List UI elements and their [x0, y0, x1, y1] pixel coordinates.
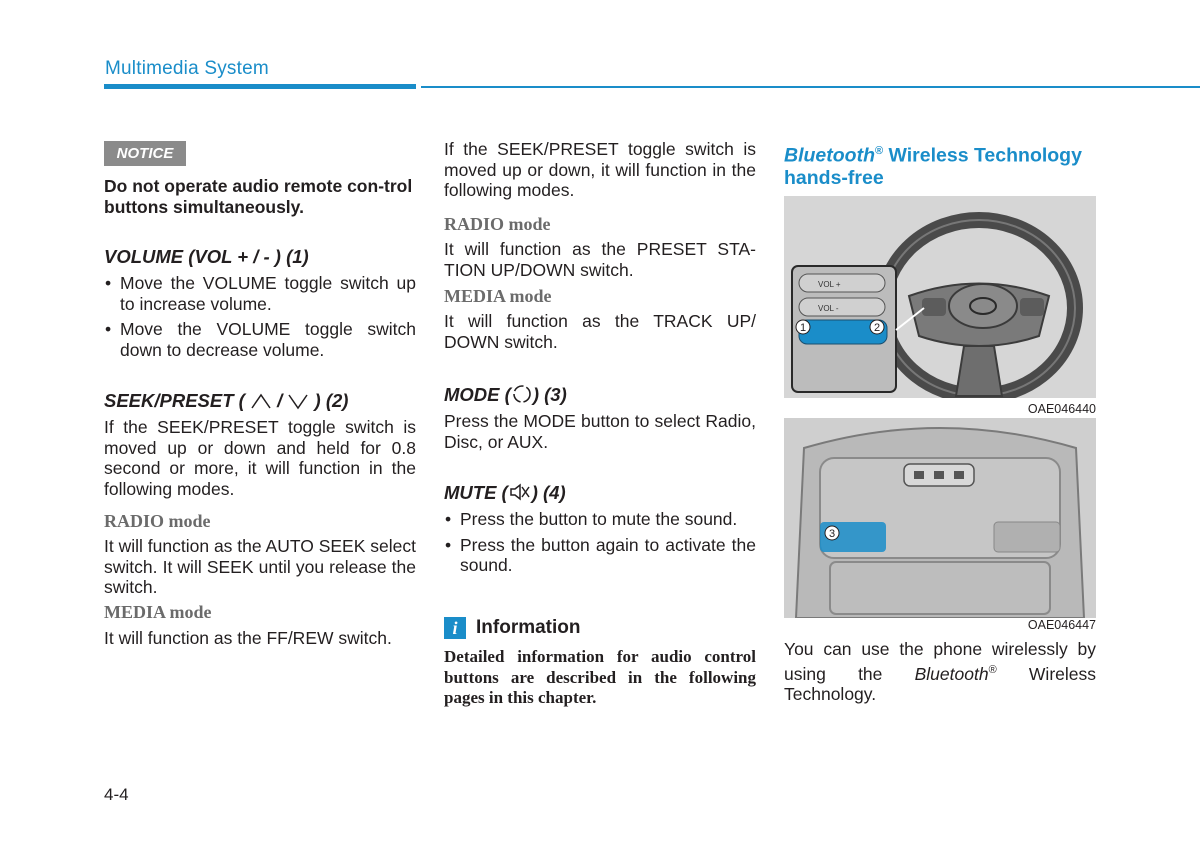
seek-heading-sep: / [277, 390, 283, 411]
callout-1: 1 [799, 322, 807, 334]
information-title: Information [476, 617, 581, 638]
bluetooth-heading [784, 140, 1096, 189]
bluetooth-body-prefix: You can use the phone wirelessly by using the [784, 639, 1096, 684]
vol-minus-label: VOL - [818, 304, 839, 313]
list-item: • Press the button to mute the sound. [444, 509, 756, 530]
notice-text: Do not operate audio remote con-trol buttons simultaneously. [104, 176, 413, 217]
mute-bullet-list [444, 509, 756, 581]
media-mode-text: It will function as the FF/REW switch. [104, 628, 392, 648]
header-bar-thin [421, 86, 1200, 88]
seek-heading-suffix: ) (2) [314, 390, 349, 411]
media-mode-label: MEDIA mode [104, 602, 212, 622]
mode-heading [444, 384, 756, 406]
overhead-console-illustration [784, 418, 1096, 618]
volume-heading: VOLUME (VOL + / - ) (1) [104, 246, 309, 267]
bluetooth-heading-line2: hands-free [784, 166, 884, 189]
seek-heading-prefix: SEEK/PRESET ( [104, 390, 245, 411]
mute-heading-suffix: ) (4) [531, 482, 566, 503]
chevron-up-icon [250, 392, 272, 410]
page-number: 4-4 [104, 785, 129, 804]
information-heading [444, 616, 756, 640]
steering-wheel-figure [784, 196, 1096, 398]
notice-badge: NOTICE [104, 141, 186, 166]
list-item: • Press the button again to activate the sound. [444, 535, 756, 576]
information-text: Detailed information for audio control buttons are described in the following pages in this chapter. [444, 647, 756, 707]
mute-heading-prefix: MUTE ( [444, 482, 508, 503]
callout-2: 2 [873, 322, 881, 334]
bluetooth-body-text [784, 639, 1096, 704]
radio-mode-text: It will function as the AUTO SEEK select switch. It will SEEK until you release the switch. [104, 536, 416, 597]
list-item: • Move the VOLUME toggle switch up to increase volume. [104, 273, 416, 314]
vol-plus-label: VOL + [818, 280, 841, 289]
volume-bullet-list [104, 273, 416, 365]
bluetooth-word: Bluetooth [784, 144, 875, 167]
registered-mark: ® [874, 145, 884, 157]
callout-3: 3 [828, 528, 836, 540]
header-bar-thick [104, 84, 416, 89]
mode-cycle-icon [511, 384, 533, 404]
radio-mode-label: RADIO mode [104, 511, 211, 531]
mode-heading-prefix: MODE ( [444, 384, 511, 405]
bluetooth-body-word: Bluetooth [914, 663, 989, 684]
radio-mode-label: RADIO mode [444, 214, 551, 234]
mute-heading [444, 482, 756, 504]
figure2-code: OAE046447 [1027, 618, 1096, 632]
seek-description: If the SEEK/PRESET toggle switch is moved up or down and held for 0.8 second or more, it will function in the following modes. [104, 417, 416, 499]
registered-mark: ® [988, 663, 997, 676]
seek-heading [104, 390, 416, 412]
section-title: Multimedia System [105, 58, 269, 79]
figure1-code: OAE046440 [1027, 402, 1096, 416]
bluetooth-heading-rest: Wireless Technology [883, 144, 1082, 167]
chevron-down-icon [287, 392, 309, 410]
media-mode-label: MEDIA mode [444, 286, 552, 306]
bluetooth-body-suffix: Wireless Technology. [784, 663, 1097, 704]
mute-speaker-icon [508, 482, 532, 502]
mode-description: Press the MODE button to select Radio, Disc, or AUX. [444, 411, 756, 452]
info-icon: i [444, 617, 466, 639]
radio-mode-text: It will function as the PRESET STA-TION UP/DOWN switch. [444, 239, 756, 280]
overhead-console-figure [784, 418, 1096, 618]
list-item: • Move the VOLUME toggle switch down to decrease volume. [104, 319, 416, 360]
seek-intro: If the SEEK/PRESET toggle switch is moved up or down, it will function in the following modes. [444, 139, 756, 200]
mode-heading-suffix: ) (3) [532, 384, 567, 405]
media-mode-text: It will function as the TRACK UP/ DOWN switch. [444, 311, 756, 352]
steering-wheel-illustration [784, 196, 1096, 398]
